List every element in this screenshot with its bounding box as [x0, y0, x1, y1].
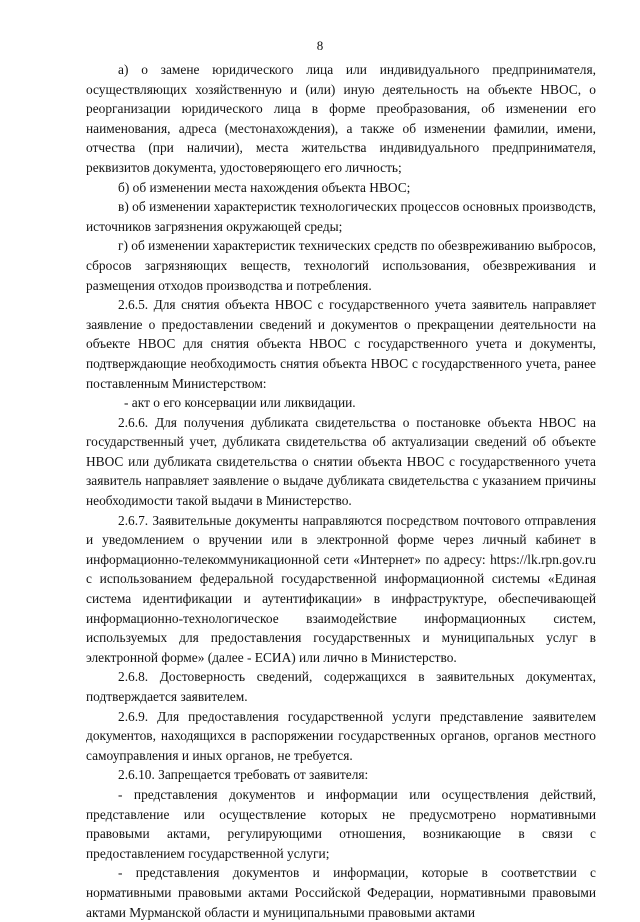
- paragraph-2-6-10: 2.6.10. Запрещается требовать от заявителя:: [118, 767, 369, 783]
- paragraph-bullet-act: - акт о его консервации или ликвидации.: [124, 395, 356, 411]
- paragraph-bullet-2: - представления документов и информации, которые в соответствии с нормативными правовыми актами Российской Федерации, нормативными правовыми актами Мурманской области и муниципальными правовыми актами: [86, 865, 596, 920]
- paragraph-2-6-9: 2.6.9. Для предоставления государственной услуги представление заявителем документов, находящихся в распоряжении государственных органов, органов местного самоуправления и иных органов, не требуется.: [86, 708, 596, 763]
- paragraph-item-a: а) о замене юридического лица или индивидуального предпринимателя, осуществляющих хозяйственную и (или) иную деятельность на объекте НВОС, о реорганизации юридического лица в форме преобразования, об изменении его наименования, адреса (местонахождения), а также об изменении фамилии, имени, отчества (при наличии), места жительства индивидуального предпринимателя, реквизитов документа, удостоверяющего его личность;: [86, 62, 596, 175]
- paragraph-item-v: в) об изменении характеристик технологических процессов основных производств, источников загрязнения окружающей среды;: [86, 199, 596, 234]
- paragraph-item-g: г) об изменении характеристик технических средств по обезвреживанию выбросов, сбросов загрязняющих веществ, технологий использования, обезвреживания и размещения отходов производства и потребления.: [86, 238, 596, 293]
- document-body: [86, 60, 596, 922]
- page-number: 8: [316, 38, 324, 53]
- paragraph-2-6-8: 2.6.8. Достоверность сведений, содержащихся в заявительных документах, подтверждается заявителем.: [86, 669, 596, 704]
- paragraph-bullet-1: - представления документов и информации или осуществления действий, представление или осуществление которых не предусмотрено нормативными правовыми актами, регулирующими отношения, возникающие в связи с предоставлением государственной услуги;: [86, 786, 596, 861]
- paragraph-item-b: б) об изменении места нахождения объекта НВОС;: [118, 179, 411, 195]
- paragraph-2-6-6: 2.6.6. Для получения дубликата свидетельства о постановке объекта НВОС на государственный учет, дубликата свидетельства об актуализации сведений об объекте НВОС или дубликата свидетельства о снятии объекта НВОС с государственного учета заявитель направляет заявление о выдаче дубликата свидетельства с указанием причины необходимости такой выдачи в Министерство.: [86, 414, 596, 509]
- paragraph-2-6-7: 2.6.7. Заявительные документы направляются посредством почтового отправления и уведомлением о вручении или в электронной форме через личный кабинет в информационно-телекоммуникационной сети «Интернет» по адресу: https://lk.rpn.gov.ru с использованием федеральной государственной информационной системы «Единая система идентификации и аутентификации» в инфраструктуре, обеспечивающей информационно-технологическое взаимодействие информационных систем, используемых для предоставления государственных и муниципальных услуг в электронной форме» (далее - ЕСИА) или лично в Министерство.: [86, 512, 596, 665]
- paragraph-2-6-5: 2.6.5. Для снятия объекта НВОС с государственного учета заявитель направляет заявление о предоставлении сведений и документов о прекращении деятельности на объекте НВОС для снятия объекта НВОС с государственного учета и документы, подтверждающие необходимость снятия объекта НВОС с государственного учета, ранее поставленным Министерством:: [86, 297, 596, 391]
